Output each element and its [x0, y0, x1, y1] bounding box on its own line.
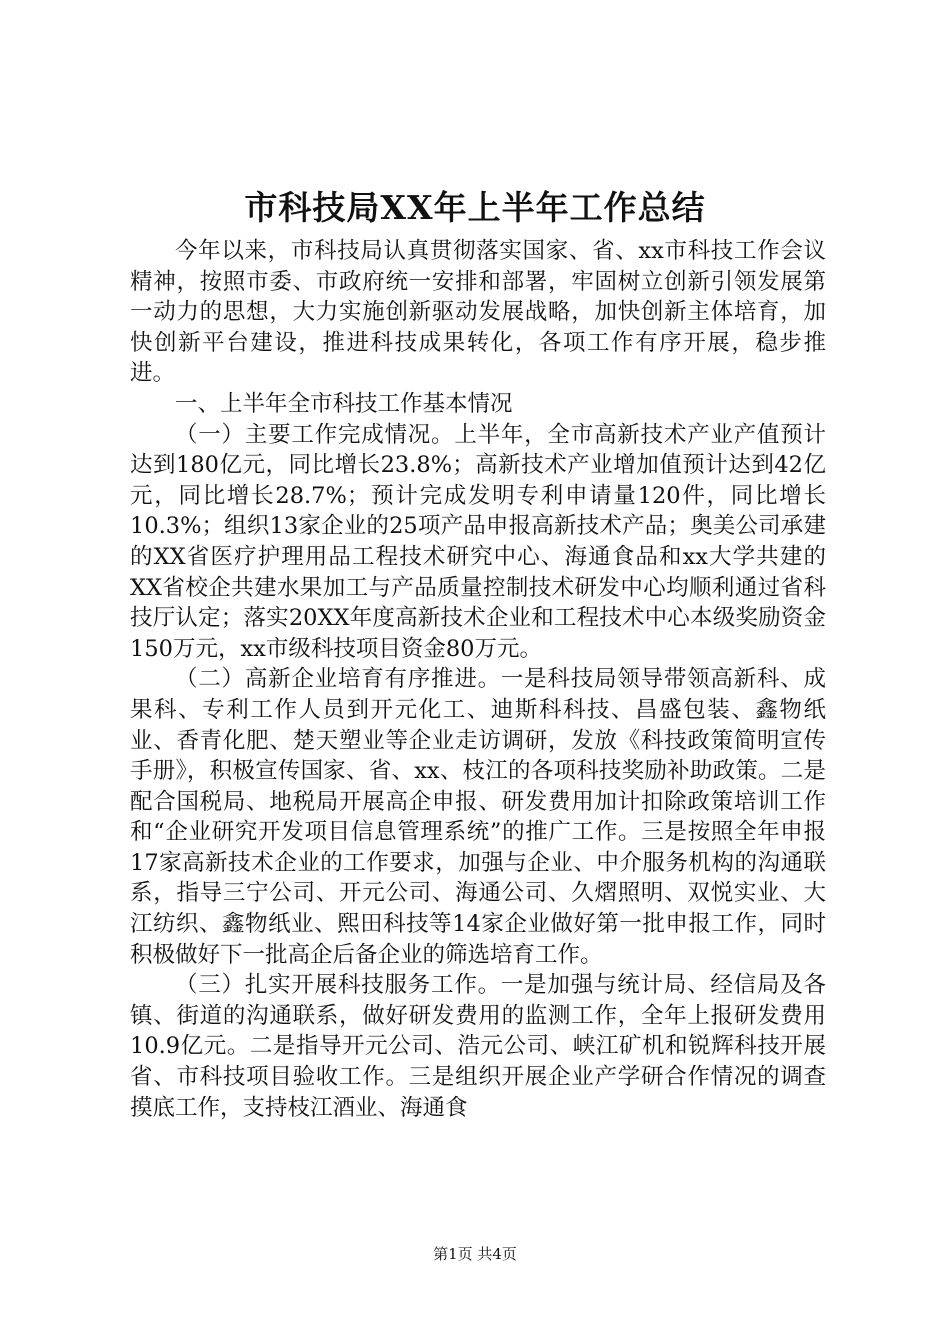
document-title: 市科技局XX年上半年工作总结: [244, 188, 706, 227]
paragraph-section-1: （一）主要工作完成情况。上半年，全市高新技术产业产值预计达到180亿元，同比增长23.8%；高新技术产业增加值预计达到42亿元，同比增长28.7%；预计完成发明专利申请量120件，同比增长10.3%；组织13家企业的25项产品申报高新技术产品；奥美公司承建的XX省医疗护理用品工程技术研究中心、海通食品和xx大学共建的XX省校企共建水果加工与产品质量控制技术研发中心均顺利通过省科技厅认定；落实20XX年度高新技术企业和工程技术中心本级奖励资金150万元，xx市级科技项目资金80万元。: [130, 421, 826, 662]
paragraph-section-2: （二）高新企业培育有序推进。一是科技局领导带领高新科、成果科、专利工作人员到开元化工、迪斯科科技、昌盛包装、鑫物纸业、香青化肥、楚天塑业等企业走访调研，发放《科技政策简明宣传手册》，积极宣传国家、省、xx、枝江的各项科技奖励补助政策。二是配合国税局、地税局开展高企申报、研发费用加计扣除政策培训工作和“企业研究开发项目信息管理系统”的推广工作。三是按照全年申报17家高新技术企业的工作要求，加强与企业、中介服务机构的沟通联系，指导三宁公司、开元公司、海通公司、久熠照明、双悦实业、大江纺织、鑫物纸业、熙田科技等14家企业做好第一批申报工作，同时积极做好下一批高企后备企业的筛选培育工作。: [130, 666, 826, 968]
document-body: [130, 236, 826, 1123]
paragraph-intro: 今年以来，市科技局认真贯彻落实国家、省、xx市科技工作会议精神，按照市委、市政府统一安排和部署，牢固树立创新引领发展第一动力的思想，大力实施创新驱动发展战略，加快创新主体培育，加快创新平台建设，推进科技成果转化，各项工作有序开展，稳步推进。: [130, 238, 826, 387]
section-heading: 一、上半年全市科技工作基本情况: [175, 390, 513, 417]
page-number-footer: 第1页 共4页: [433, 1245, 517, 1263]
paragraph-section-3: （三）扎实开展科技服务工作。一是加强与统计局、经信局及各镇、街道的沟通联系，做好研发费用的监测工作，全年上报研发费用10.9亿元。二是指导开元公司、浩元公司、峡江矿机和锐辉科技开展省、市科技项目验收工作。三是组织开展企业产学研合作情况的调查摸底工作，支持枝江酒业、海通食: [130, 972, 826, 1121]
